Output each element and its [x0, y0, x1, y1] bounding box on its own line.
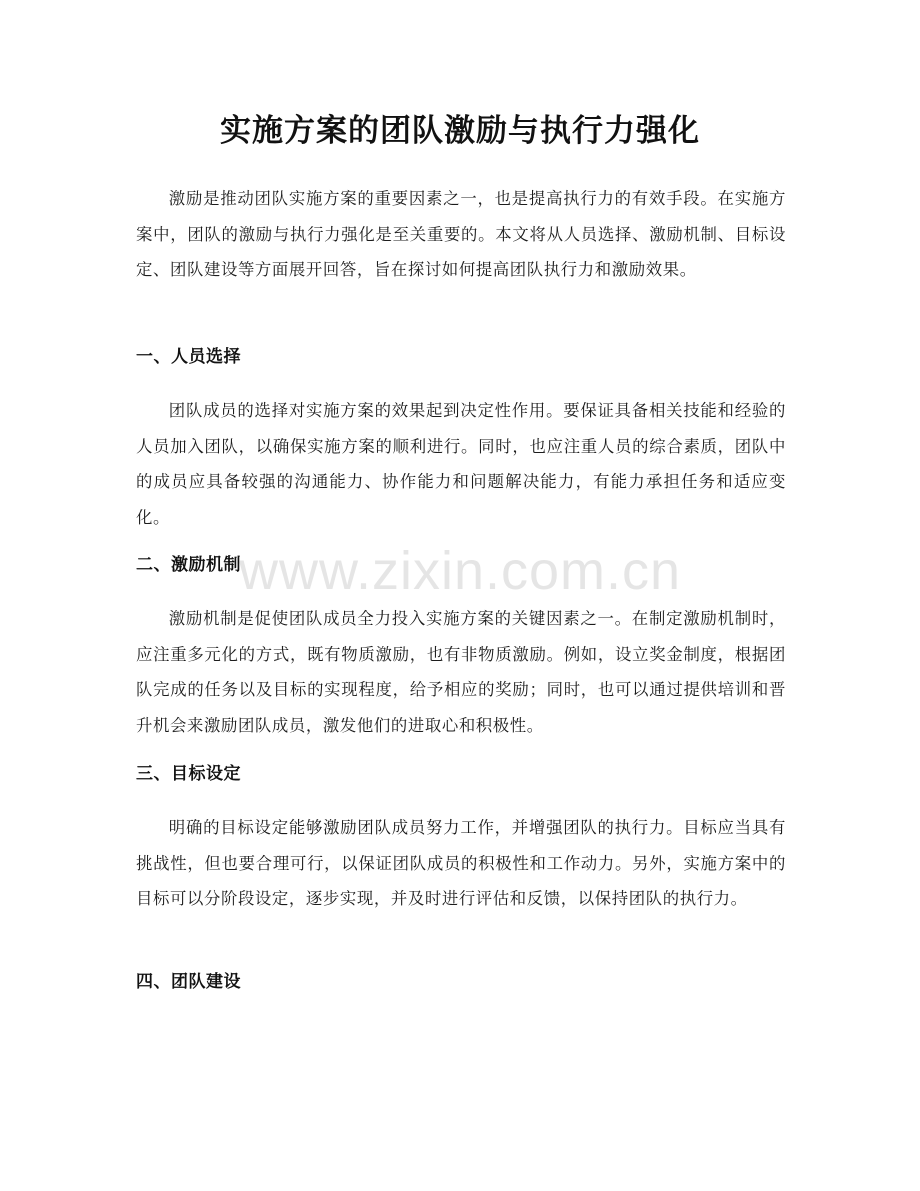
section-heading-goals: 三、目标设定	[136, 764, 241, 784]
section-body-incentive: 激励机制是促使团队成员全力投入实施方案的关键因素之一。在制定激励机制时，应注重多元化的方式，既有物质激励，也有非物质激励。例如，设立奖金制度，根据团队完成的任务以及目标的实现程度，给予相应的奖励；同时，也可以通过提供培训和晋升机会来激励团队成员，激发他们的进取心和积极性。	[136, 609, 786, 735]
section-heading-personnel: 一、人员选择	[136, 347, 241, 367]
section-body-personnel: 团队成员的选择对实施方案的效果起到决定性作用。要保证具备相关技能和经验的人员加入团队，以确保实施方案的顺利进行。同时，也应注重人员的综合素质，团队中的成员应具备较强的沟通能力、协作能力和问题解决能力，有能力承担任务和适应变化。	[136, 401, 786, 527]
page-title: 实施方案的团队激励与执行力强化	[220, 113, 700, 149]
watermark: www.zixin.com.cn	[238, 541, 682, 601]
section-heading-team-building: 四、团队建设	[136, 972, 241, 992]
section-body-goals: 明确的目标设定能够激励团队成员努力工作，并增强团队的执行力。目标应当具有挑战性，但也要合理可行，以保证团队成员的积极性和工作动力。另外，实施方案中的目标可以分阶段设定，逐步实现，并及时进行评估和反馈，以保持团队的执行力。	[136, 818, 786, 908]
intro-paragraph: 激励是推动团队实施方案的重要因素之一，也是提高执行力的有效手段。在实施方案中，团队的激励与执行力强化是至关重要的。本文将从人员选择、激励机制、目标设定、团队建设等方面展开回答，旨在探讨如何提高团队执行力和激励效果。	[136, 189, 786, 279]
section-heading-incentive: 二、激励机制	[136, 555, 241, 575]
